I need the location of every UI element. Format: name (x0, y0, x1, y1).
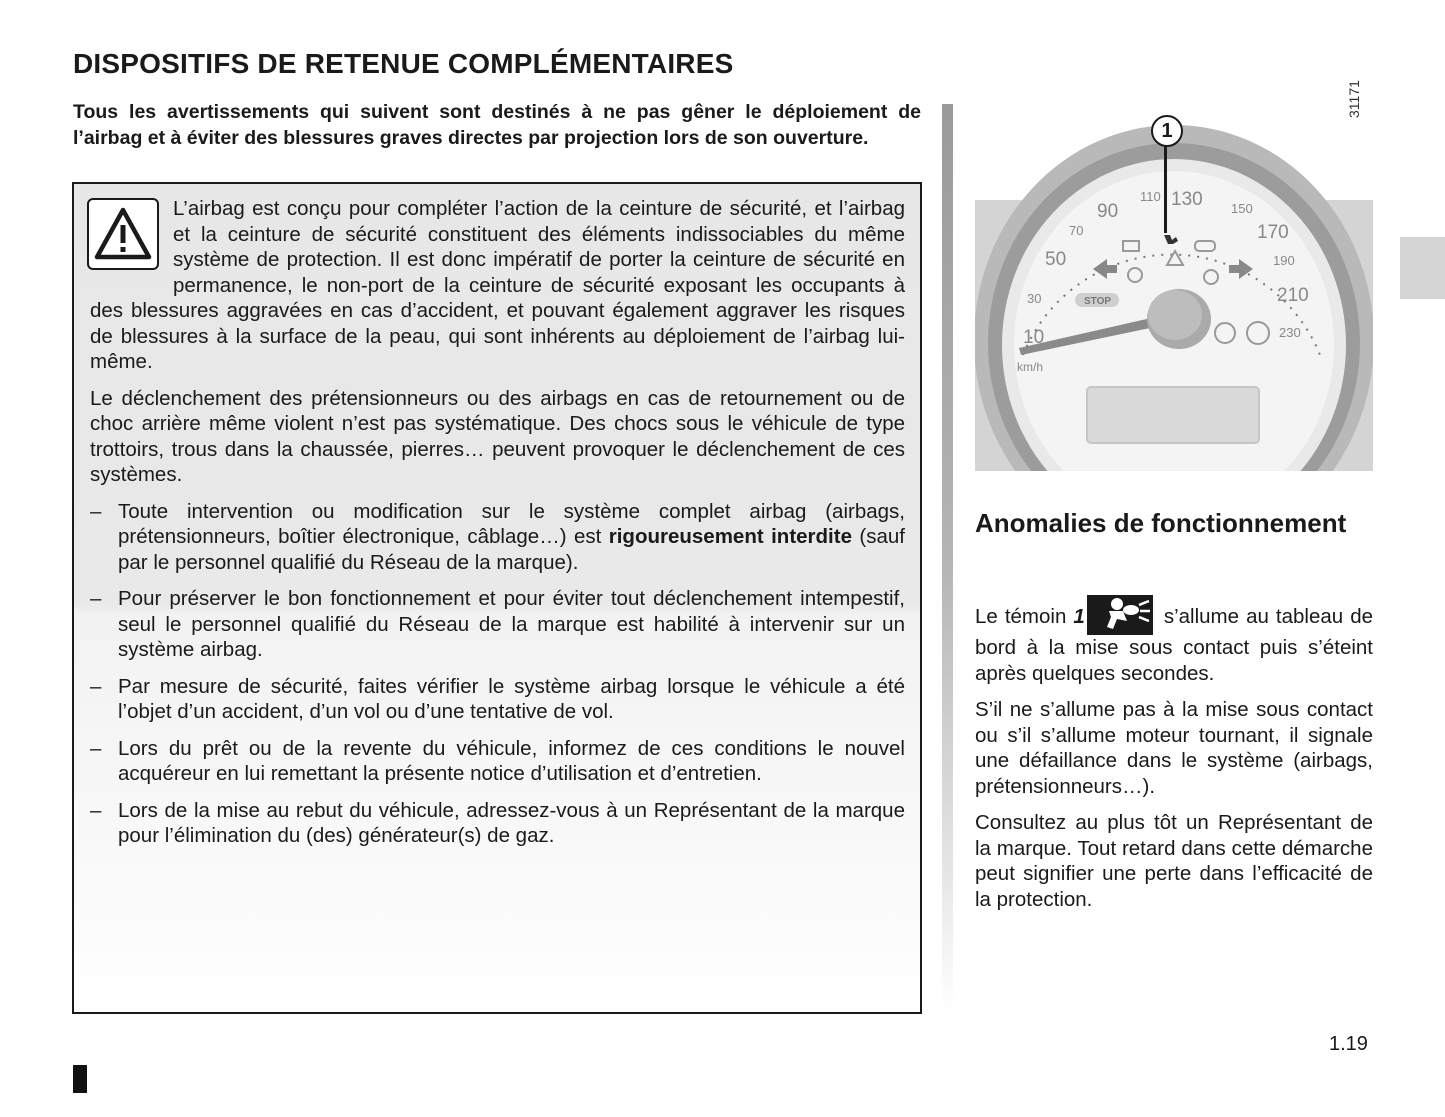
column-divider-bar (942, 104, 953, 1010)
list-dash: – (90, 499, 102, 523)
item-text: Pour préserver le bon fonctionnement et pour éviter tout déclenchement intempestif, seul le personnel qualifié du Réseau de la marque est habilité à intervenir sur un système airbag. (118, 587, 905, 661)
item-text: Lors du prêt ou de la revente du véhicule, informez de ces conditions le nouvel acquéreur en lui remettant la présente notice d’utilisation et d’entretien. (118, 736, 905, 785)
warning-list-item (90, 586, 905, 663)
speed-tick-label: 210 (1277, 285, 1309, 306)
item-text: Lors de la mise au rebut du véhicule, adressez-vous à un Représentant de la marque pour l’élimination du (des) générateur(s) de gaz. (118, 798, 905, 847)
speed-unit-label: km/h (1017, 360, 1044, 374)
speed-tick-label: 10 (1023, 327, 1045, 348)
warning-box (72, 182, 922, 1014)
speed-tick-label: 30 (1027, 291, 1042, 306)
warning-list-item (90, 736, 905, 787)
speed-tick-label: 50 (1045, 249, 1067, 270)
airbag-warning-icon (1087, 595, 1153, 635)
item-text: Toute intervention ou modification sur le système complet airbag (airbags, prétensionneurs, boîtier électronique, câblage…) est (118, 499, 905, 548)
paragraph-text: s’allume au tableau de bord à la mise sous contact puis s’éteint après quelques secondes. (975, 605, 1373, 685)
warning-list-item (90, 798, 905, 849)
warning-triangle-icon (87, 198, 159, 270)
speed-tick-label: 230 (1279, 325, 1301, 340)
warning-list-item (90, 499, 905, 576)
warning-paragraph-1: L’airbag est conçu pour compléter l’action de la ceinture de sécurité, et l’airbag et la ceinture de sécurité constituent des éléments indissociables du même système de protection. Il est donc impératif de porter la ceinture de sécurité en permanence, le non-port de la ceinture de sécurité exposant les occupants à des blessures aggravées en cas d’accident, et pouvant également aggraver les risques de blessures à la surface de la peau, qui sont inhérents au déploiement de l’airbag lui-même. (90, 197, 905, 373)
anomalies-paragraph-2: S’il ne s’allume pas à la mise sous contact ou s’il s’allume moteur tournant, il signale une défaillance dans le système (airbags, prétensionneurs…). (975, 698, 1373, 798)
section-title-anomalies: Anomalies de fonctionnement (975, 508, 1347, 538)
speed-tick-label: 170 (1257, 222, 1289, 243)
item-emphasis: rigoureusement interdite (608, 525, 852, 548)
list-dash: – (90, 798, 102, 822)
list-dash: – (90, 587, 102, 610)
intro-warning-text: Tous les avertissements qui suivent sont destinés à ne pas gêner le déploiement de l’airbag et à éviter des blessures graves directes par projection lors de son ouverture. (73, 101, 921, 149)
speed-tick-label: 90 (1097, 201, 1119, 222)
page-number: 1.19 (1329, 1033, 1368, 1055)
warning-paragraph-2: Le déclenchement des prétensionneurs ou des airbags en cas de retournement ou de choc arrière même violent n’est pas systématique. Des chocs sous le véhicule de type trottoirs, trous dans la chaussée, pierres… peuvent provoquer le déclenchement de ces systèmes. (90, 386, 905, 486)
speed-tick-label: 70 (1069, 223, 1084, 238)
anomalies-paragraph-1 (975, 595, 1373, 686)
list-dash: – (90, 736, 102, 760)
anomalies-text (975, 595, 1373, 923)
callout-leader-line (1164, 145, 1167, 233)
figure-reference-label: 31171 (1346, 80, 1362, 118)
speed-tick-label: 130 (1171, 189, 1203, 210)
list-dash: – (90, 674, 102, 698)
warning-list (90, 499, 905, 849)
anomalies-paragraph-3: Consultez au plus tôt un Représentant de la marque. Tout retard dans cette démarche peut signifier une perte dans l’efficacité de la protection. (975, 811, 1373, 911)
chapter-thumb-tab (1400, 237, 1445, 299)
warning-light-number: 1 (1073, 605, 1085, 628)
page-title: DISPOSITIFS DE RETENUE COMPLÉMENTAIRES (73, 48, 734, 79)
item-text: (sauf par le personnel qualifié du Réseau de la marque). (118, 525, 905, 574)
paragraph-text: Le témoin (975, 605, 1074, 628)
speed-tick-label: 150 (1231, 201, 1253, 216)
speed-tick-label: 110 (1140, 189, 1161, 204)
stop-warning-label: STOP (1084, 296, 1112, 307)
callout-number: 1 (1151, 115, 1183, 147)
warning-box-content (90, 196, 905, 860)
dashboard-illustration (975, 105, 1373, 478)
warning-list-item (90, 674, 905, 725)
speed-tick-label: 190 (1273, 253, 1295, 268)
item-text: Par mesure de sécurité, faites vérifier le système airbag lorsque le véhicule a été l’objet d’un accident, d’un vol ou d’une tentative de vol. (118, 674, 905, 723)
print-corner-mark (73, 1065, 87, 1093)
